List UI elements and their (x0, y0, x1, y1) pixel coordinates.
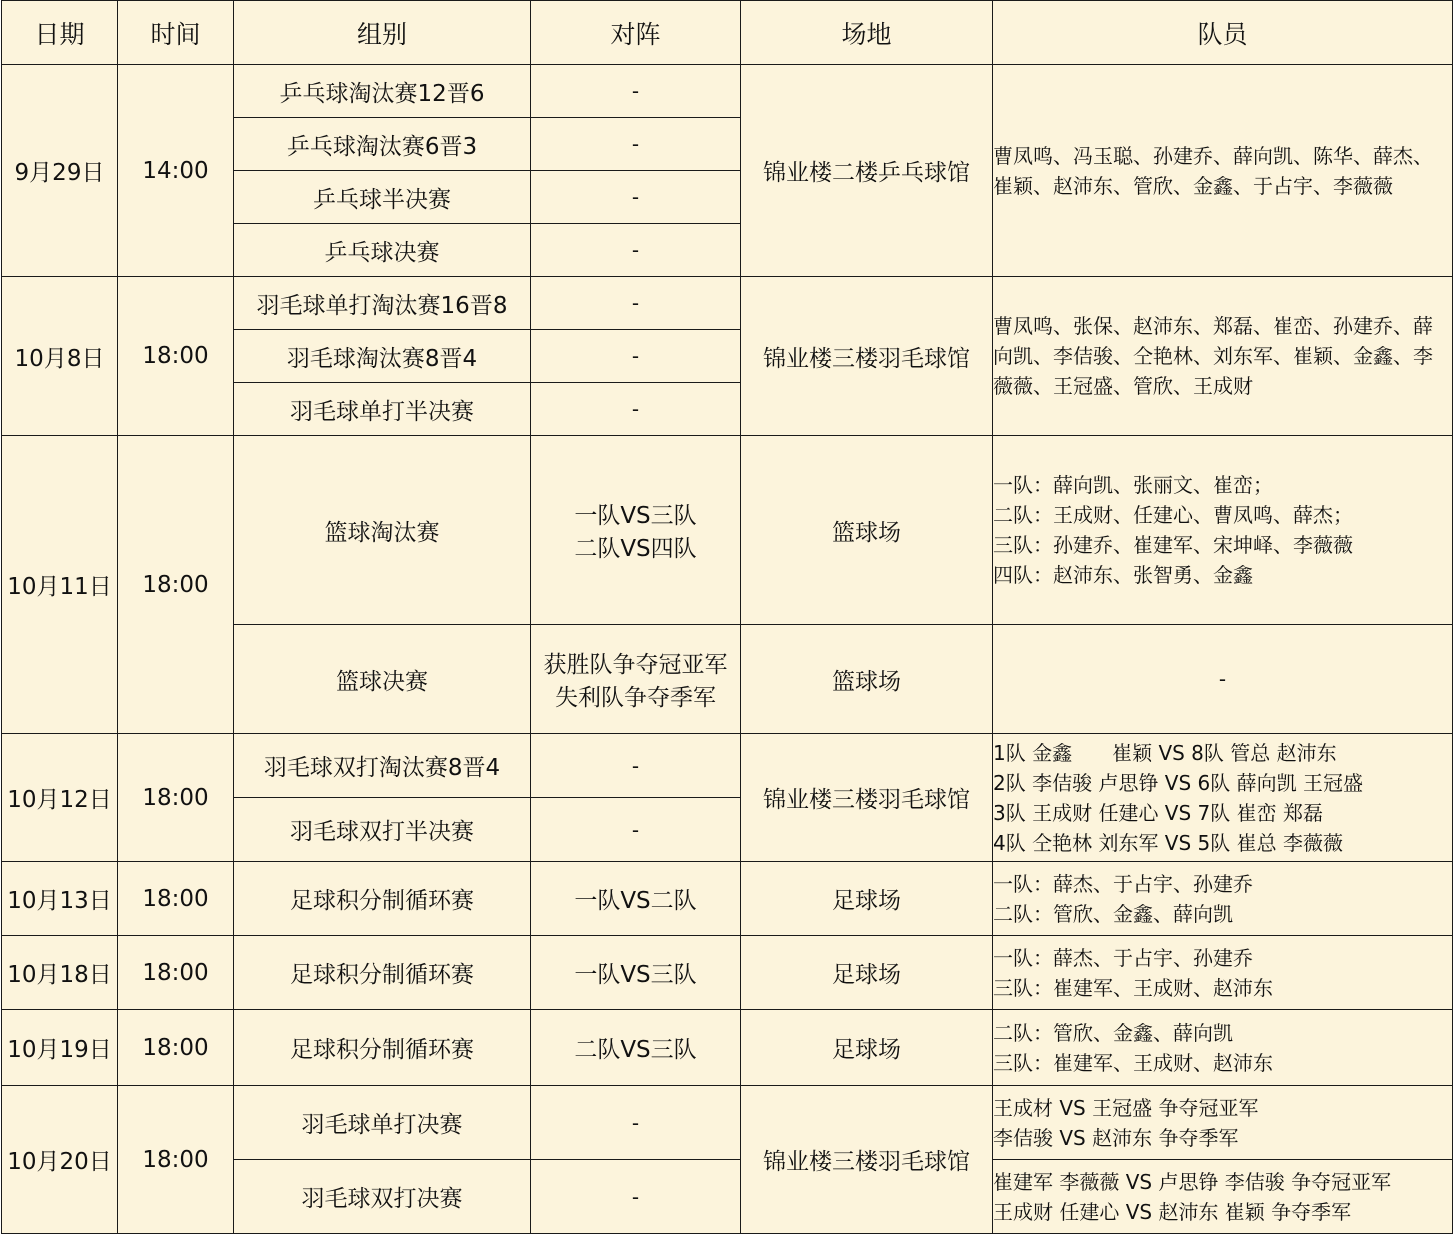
venue-cell: 锦业楼三楼羽毛球馆 (741, 734, 993, 862)
matchup-cell: - (531, 734, 741, 798)
group-cell: 羽毛球双打决赛 (234, 1160, 531, 1234)
venue-cell: 足球场 (741, 1010, 993, 1086)
group-cell: 足球积分制循环赛 (234, 862, 531, 936)
venue-cell: 篮球场 (741, 625, 993, 734)
time-cell: 18:00 (118, 436, 234, 734)
players-text: 曹凤鸣、张保、赵沛东、郑磊、崔峦、孙建乔、薛向凯、李佶骏、仝艳林、刘东军、崔颖、金鑫、李薇薇、王冠盛、管欣、王成财 (993, 314, 1433, 398)
header-matchup: 对阵 (531, 1, 741, 65)
players-line: 李佶骏 VS 赵沛东 争夺季军 (993, 1125, 1239, 1150)
time-cell: 18:00 (118, 936, 234, 1010)
venue-cell: 锦业楼三楼羽毛球馆 (741, 277, 993, 436)
matchup-cell: - (531, 118, 741, 171)
players-line: 一队：薛杰、于占宇、孙建乔 (993, 945, 1253, 970)
players-text: 曹凤鸣、冯玉聪、孙建乔、薛向凯、陈华、薛杰、崔颖、赵沛东、管欣、金鑫、于占宇、李薇薇 (993, 143, 1433, 198)
time-cell: 18:00 (118, 734, 234, 862)
matchup-cell: - (531, 224, 741, 277)
players-line: 2队 李佶骏 卢思铮 VS 6队 薛向凯 王冠盛 (993, 770, 1363, 795)
matchup-cell: - (531, 330, 741, 383)
date-cell: 10月20日 (2, 1086, 118, 1234)
matchup-cell: - (531, 65, 741, 118)
date-cell: 10月8日 (2, 277, 118, 436)
players-line: 3队 王成财 任建心 VS 7队 崔峦 郑磊 (993, 800, 1323, 825)
players-line: 王成材 VS 王冠盛 争夺冠亚军 (993, 1095, 1259, 1120)
players-cell (993, 936, 1453, 1010)
players-cell (993, 1086, 1453, 1160)
matchup-cell: - (531, 1160, 741, 1234)
matchup-line: 失利队争夺季军 (555, 685, 716, 711)
players-line: 三队：崔建军、王成财、赵沛东 (993, 975, 1273, 1000)
players-line: 二队：王成财、任建心、曹凤鸣、薛杰； (993, 503, 1353, 527)
table-row (2, 436, 1453, 625)
players-line: 4队 仝艳林 刘东军 VS 5队 崔总 李薇薇 (993, 830, 1343, 855)
group-cell: 篮球淘汰赛 (234, 436, 531, 625)
matchup-line: 一队VS三队 (574, 503, 697, 529)
venue-cell: 篮球场 (741, 436, 993, 625)
players-line: 四队：赵沛东、张智勇、金鑫 (993, 563, 1253, 587)
players-cell (993, 277, 1453, 436)
players-line: 三队：孙建乔、崔建军、宋坤峄、李薇薇 (993, 533, 1353, 557)
header-time: 时间 (118, 1, 234, 65)
time-cell: 18:00 (118, 1086, 234, 1234)
table-row (2, 1086, 1453, 1160)
players-line: 一队：薛杰、于占宇、孙建乔 (993, 871, 1253, 896)
header-players: 队员 (993, 1, 1453, 65)
players-cell (993, 734, 1453, 862)
time-cell: 18:00 (118, 1010, 234, 1086)
header-venue: 场地 (741, 1, 993, 65)
matchup-cell: - (531, 277, 741, 330)
matchup-cell: - (531, 798, 741, 862)
matchup-cell: 二队VS三队 (531, 1010, 741, 1086)
header-row (2, 1, 1453, 65)
group-cell: 羽毛球淘汰赛8晋4 (234, 330, 531, 383)
date-cell: 10月19日 (2, 1010, 118, 1086)
group-cell: 乒乓球淘汰赛12晋6 (234, 65, 531, 118)
players-cell (993, 1160, 1453, 1234)
time-cell: 18:00 (118, 277, 234, 436)
players-line: 一队：薛向凯、张丽文、崔峦； (993, 473, 1273, 497)
venue-cell: 足球场 (741, 862, 993, 936)
matchup-cell: 一队VS三队 (531, 936, 741, 1010)
group-cell: 羽毛球单打淘汰赛16晋8 (234, 277, 531, 330)
players-line: 三队：崔建军、王成财、赵沛东 (993, 1050, 1273, 1075)
players-cell (993, 862, 1453, 936)
date-cell: 10月18日 (2, 936, 118, 1010)
table-row (2, 65, 1453, 118)
group-cell: 足球积分制循环赛 (234, 1010, 531, 1086)
venue-cell: 锦业楼三楼羽毛球馆 (741, 1086, 993, 1234)
date-cell: 10月13日 (2, 862, 118, 936)
venue-cell: 足球场 (741, 936, 993, 1010)
matchup-cell: - (531, 1086, 741, 1160)
venue-cell: 锦业楼二楼乒乓球馆 (741, 65, 993, 277)
time-cell: 14:00 (118, 65, 234, 277)
table-row (2, 1010, 1453, 1086)
schedule-table (1, 0, 1453, 1234)
group-cell: 羽毛球双打淘汰赛8晋4 (234, 734, 531, 798)
group-cell: 羽毛球单打决赛 (234, 1086, 531, 1160)
date-cell: 10月11日 (2, 436, 118, 734)
group-cell: 足球积分制循环赛 (234, 936, 531, 1010)
group-cell: 乒乓球淘汰赛6晋3 (234, 118, 531, 171)
matchup-line: 获胜队争夺冠亚军 (543, 652, 728, 678)
players-line: 1队 金鑫 崔颖 VS 8队 管总 赵沛东 (993, 740, 1337, 765)
table-row (2, 277, 1453, 330)
date-cell: 10月12日 (2, 734, 118, 862)
group-cell: 羽毛球单打半决赛 (234, 383, 531, 436)
matchup-cell: - (531, 383, 741, 436)
matchup-cell (531, 436, 741, 625)
matchup-cell: - (531, 171, 741, 224)
players-line: 二队：管欣、金鑫、薛向凯 (993, 1020, 1233, 1045)
group-cell: 乒乓球半决赛 (234, 171, 531, 224)
time-cell: 18:00 (118, 862, 234, 936)
matchup-cell (531, 625, 741, 734)
date-cell: 9月29日 (2, 65, 118, 277)
group-cell: 乒乓球决赛 (234, 224, 531, 277)
matchup-line: 二队VS四队 (574, 536, 697, 562)
players-line: 崔建军 李薇薇 VS 卢思铮 李佶骏 争夺冠亚军 (993, 1169, 1392, 1194)
table-row (2, 734, 1453, 798)
group-cell: 篮球决赛 (234, 625, 531, 734)
header-date: 日期 (2, 1, 118, 65)
players-cell (993, 65, 1453, 277)
table-row (2, 862, 1453, 936)
players-line: 二队：管欣、金鑫、薛向凯 (993, 901, 1233, 926)
players-cell: - (993, 625, 1453, 734)
players-line: 王成财 任建心 VS 赵沛东 崔颖 争夺季军 (993, 1199, 1352, 1224)
group-cell: 羽毛球双打半决赛 (234, 798, 531, 862)
header-group: 组别 (234, 1, 531, 65)
matchup-cell: 一队VS二队 (531, 862, 741, 936)
table-row (2, 936, 1453, 1010)
players-cell (993, 1010, 1453, 1086)
players-cell (993, 436, 1453, 625)
